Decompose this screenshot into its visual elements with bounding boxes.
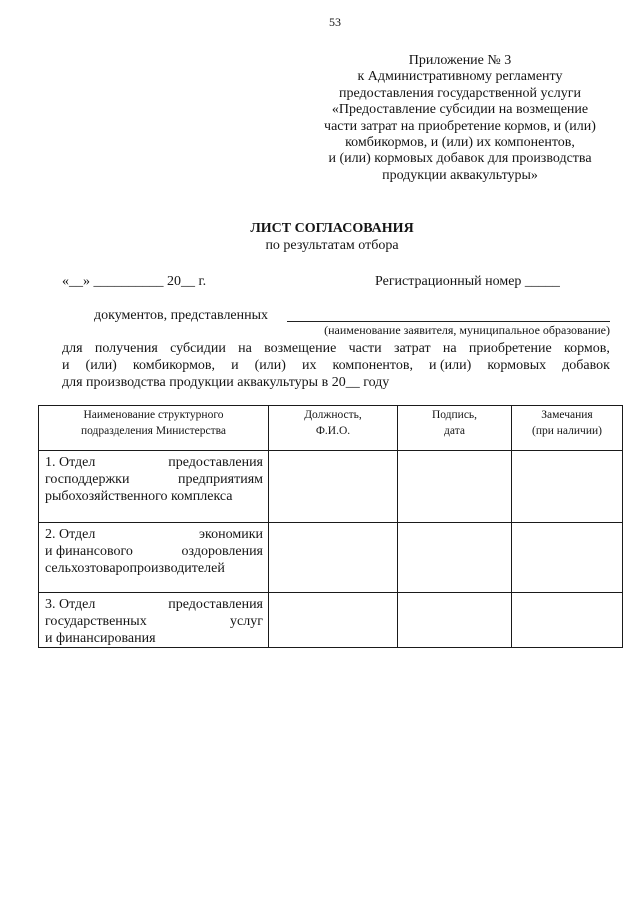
department-line: [45, 454, 263, 471]
purpose-line: для производства продукции аквакультуры в 20__ году: [62, 375, 390, 390]
header-line: Подпись,: [431, 409, 478, 421]
word: и: [231, 358, 239, 373]
word: добавок: [562, 358, 610, 373]
table-row: [39, 523, 623, 593]
department-cell: [39, 451, 269, 523]
purpose-paragraph: [62, 340, 610, 391]
approval-sheet-heading: [132, 221, 532, 254]
appendix-line: к Административному регламенту: [357, 69, 563, 85]
word: комбикормов,: [132, 358, 216, 373]
remarks-cell: [512, 523, 623, 593]
header-line: Наименование структурного: [83, 409, 224, 421]
word: господдержки: [45, 472, 130, 487]
documents-label: документов, представленных: [94, 308, 269, 323]
word: кормов,: [564, 341, 610, 356]
word: затрат: [393, 341, 431, 356]
word: для: [62, 341, 83, 356]
word: кормовых: [487, 358, 547, 373]
signature-cell: [398, 523, 512, 593]
department-line: сельхозтоваропроизводителей: [45, 561, 225, 576]
position-cell: [269, 451, 398, 523]
word: возмещение: [264, 341, 337, 356]
appendix-line: предоставления государственной услуги: [339, 85, 581, 101]
remarks-cell: [512, 593, 623, 648]
header-line: Ф.И.О.: [315, 425, 351, 437]
word: услуг: [230, 614, 263, 629]
word: экономики: [199, 527, 263, 542]
word: компонентов,: [332, 358, 413, 373]
word: приобретение: [468, 341, 552, 356]
word: на: [238, 341, 252, 356]
word: оздоровления: [181, 544, 263, 559]
applicant-caption: (наименование заявителя, муниципальное образование): [324, 323, 610, 337]
remarks-cell: [512, 451, 623, 523]
purpose-line: [62, 357, 610, 374]
header-line: дата: [444, 425, 465, 437]
word: (или): [254, 358, 286, 373]
registration-number-field: Регистрационный номер _____: [375, 274, 560, 289]
word: предоставления: [168, 597, 263, 612]
document-subtitle: по результатам отбора: [265, 237, 399, 253]
department-line: [45, 471, 263, 488]
signature-cell: [398, 451, 512, 523]
word: 2. Отдел: [45, 527, 96, 542]
header-line: Должность,: [304, 409, 362, 421]
position-cell: [269, 593, 398, 648]
word: (или): [85, 358, 117, 373]
applicant-blank-line: [287, 321, 610, 322]
department-line: [45, 613, 263, 630]
appendix-line: «Предоставление субсидии на возмещение: [331, 102, 589, 118]
signature-cell: [398, 593, 512, 648]
word: предприятиям: [178, 472, 263, 487]
word: 3. Отдел: [45, 597, 96, 612]
department-line: [45, 526, 263, 543]
word: части: [348, 341, 382, 356]
page-number: 53: [329, 15, 341, 29]
department-cell: [39, 523, 269, 593]
header-line: подразделения Министерства: [80, 425, 227, 437]
document-title: ЛИСТ СОГЛАСОВАНИЯ: [250, 221, 414, 236]
word: предоставления: [168, 455, 263, 470]
header-position: [269, 406, 398, 451]
word: и (или): [429, 358, 472, 373]
header-department: [39, 406, 269, 451]
appendix-header: [300, 53, 620, 184]
appendix-line: Приложение № 3: [408, 53, 512, 68]
header-remarks: [512, 406, 623, 451]
table-row: [39, 593, 623, 648]
appendix-line: и (или) кормовых добавок для производства: [328, 151, 592, 167]
appendix-line: части затрат на приобретение кормов, и (или): [324, 118, 596, 134]
date-field: «__» __________ 20__ г.: [62, 274, 207, 289]
table-row: [39, 451, 623, 523]
word: на: [442, 341, 457, 356]
appendix-line: продукции аквакультуры»: [382, 167, 538, 183]
header-signature: [398, 406, 512, 451]
department-line: [45, 543, 263, 560]
word: 1. Отдел: [45, 455, 96, 470]
table-header-row: [39, 406, 623, 451]
approval-table: [38, 405, 623, 648]
word: государственных: [45, 614, 147, 629]
word: и: [62, 358, 70, 373]
word: получения: [94, 341, 158, 356]
department-cell: [39, 593, 269, 648]
purpose-line: [62, 340, 610, 357]
word: субсидии: [170, 341, 226, 356]
department-line: рыбохозяйственного комплекса: [45, 489, 233, 504]
appendix-line: комбикормов, и (или) их компонентов,: [345, 135, 575, 151]
word: и финансового: [45, 544, 133, 559]
department-line: [45, 596, 263, 613]
position-cell: [269, 523, 398, 593]
department-line: и финансирования: [45, 631, 156, 646]
header-line: Замечания: [541, 409, 593, 421]
word: их: [301, 358, 317, 373]
header-line: (при наличии): [532, 425, 602, 437]
